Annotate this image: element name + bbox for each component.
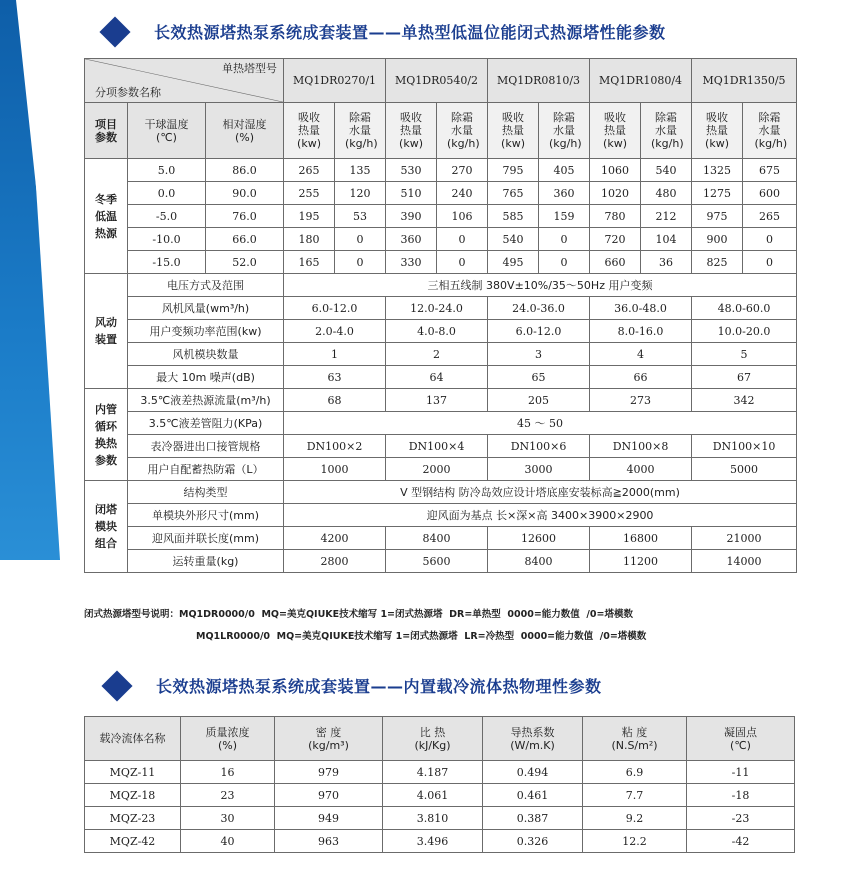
value-cell: 2 — [386, 343, 488, 366]
row-label: 用户自配蓄热防霜（L） — [128, 458, 284, 481]
row-label: 风机模块数量 — [128, 343, 284, 366]
row-label: 最大 10m 噪声(dB) — [128, 366, 284, 389]
value-cell: 48.0-60.0 — [692, 297, 797, 320]
row-label: 单模块外形尺寸(mm) — [128, 504, 284, 527]
value-cell: 4000 — [590, 458, 692, 481]
value-cell: 825 — [692, 251, 743, 274]
row-label: 风机风量(wm³/h) — [128, 297, 284, 320]
value-cell: 949 — [275, 807, 383, 830]
value-cell: 979 — [275, 761, 383, 784]
value-cell: 2.0-4.0 — [284, 320, 386, 343]
table-row — [85, 761, 795, 784]
value-cell: 24.0-36.0 — [488, 297, 590, 320]
value-cell: 120 — [335, 182, 386, 205]
value-cell: 106 — [437, 205, 488, 228]
value-cell: 16 — [181, 761, 275, 784]
value-cell: 0.326 — [483, 830, 583, 853]
value-cell: 4.061 — [383, 784, 483, 807]
fluid-properties-table — [84, 716, 795, 853]
value-cell: 780 — [590, 205, 641, 228]
row-label: 运转重量(kg) — [128, 550, 284, 573]
table-row — [85, 527, 797, 550]
value-cell: 36.0-48.0 — [590, 297, 692, 320]
section-heading-1 — [104, 20, 666, 43]
performance-table — [84, 58, 797, 573]
value-cell: 10.0-20.0 — [692, 320, 797, 343]
table-row — [85, 297, 797, 320]
value-cell: 265 — [743, 205, 797, 228]
value-cell: 5600 — [386, 550, 488, 573]
table-row — [85, 103, 797, 159]
value-cell: 480 — [641, 182, 692, 205]
value-cell: 0 — [335, 228, 386, 251]
value-cell: 205 — [488, 389, 590, 412]
value-cell: DN100×4 — [386, 435, 488, 458]
absorb-header: 吸收热量(kw) — [386, 103, 437, 159]
value-cell: 3000 — [488, 458, 590, 481]
value-cell: 68 — [284, 389, 386, 412]
row-label: 结构类型 — [128, 481, 284, 504]
table-row — [85, 481, 797, 504]
value-cell: 67 — [692, 366, 797, 389]
value-cell: 675 — [743, 159, 797, 182]
value-cell: DN100×8 — [590, 435, 692, 458]
frost-header: 除霜水量(kg/h) — [539, 103, 590, 159]
row-label: 3.5℃液差热源流量(m³/h) — [128, 389, 284, 412]
dry-bulb-header: 干球温度(℃) — [128, 103, 206, 159]
col-header-concentration: 质量浓度 (%) — [181, 717, 275, 761]
value-cell: 265 — [284, 159, 335, 182]
dry-bulb-cell: -10.0 — [128, 228, 206, 251]
merged-value-cell: V 型钢结构 防冷岛效应设计塔底座安装标高≧2000(mm) — [284, 481, 797, 504]
value-cell: DN100×6 — [488, 435, 590, 458]
table-row — [85, 784, 795, 807]
absorb-header: 吸收热量(kw) — [590, 103, 641, 159]
value-cell: 970 — [275, 784, 383, 807]
value-cell: 0 — [743, 228, 797, 251]
merged-value-cell: 迎风面为基点 长×深×高 3400×3900×2900 — [284, 504, 797, 527]
value-cell: 180 — [284, 228, 335, 251]
value-cell: -11 — [687, 761, 795, 784]
value-cell: 135 — [335, 159, 386, 182]
value-cell: 2800 — [284, 550, 386, 573]
humidity-cell: 76.0 — [206, 205, 284, 228]
value-cell: 255 — [284, 182, 335, 205]
value-cell: -42 — [687, 830, 795, 853]
fluid-name-cell: MQZ-42 — [85, 830, 181, 853]
value-cell: 64 — [386, 366, 488, 389]
value-cell: 4.0-8.0 — [386, 320, 488, 343]
value-cell: 1325 — [692, 159, 743, 182]
value-cell: 0.494 — [483, 761, 583, 784]
value-cell: 495 — [488, 251, 539, 274]
value-cell: 1060 — [590, 159, 641, 182]
value-cell: 195 — [284, 205, 335, 228]
value-cell: 0 — [335, 251, 386, 274]
col-header-specific-heat: 比 热 (kJ/Kg) — [383, 717, 483, 761]
model-header: MQ1DR0810/3 — [488, 59, 590, 103]
value-cell: 765 — [488, 182, 539, 205]
heading-text: 长效热源塔热泵系统成套装置——内置载冷流体热物理性参数 — [156, 677, 602, 696]
humidity-cell: 52.0 — [206, 251, 284, 274]
merged-value-cell: 45 ～ 50 — [284, 412, 797, 435]
value-cell: 3 — [488, 343, 590, 366]
corner-bottom-label: 分项参数名称 — [95, 86, 161, 99]
value-cell: 9.2 — [583, 807, 687, 830]
col-header-density: 密 度 (kg/m³) — [275, 717, 383, 761]
diamond-icon — [101, 670, 132, 701]
value-cell: 6.0-12.0 — [488, 320, 590, 343]
table-row — [85, 389, 797, 412]
value-cell: 1275 — [692, 182, 743, 205]
value-cell: 14000 — [692, 550, 797, 573]
table-row — [85, 435, 797, 458]
merged-value-cell: 三相五线制 380V±10%/35～50Hz 用户变频 — [284, 274, 797, 297]
value-cell: 8.0-16.0 — [590, 320, 692, 343]
table-row — [85, 320, 797, 343]
value-cell: 390 — [386, 205, 437, 228]
table-row — [85, 274, 797, 297]
value-cell: 4 — [590, 343, 692, 366]
frost-header: 除霜水量(kg/h) — [335, 103, 386, 159]
table-row — [85, 159, 797, 182]
value-cell: 23 — [181, 784, 275, 807]
table-row — [85, 830, 795, 853]
value-cell: 270 — [437, 159, 488, 182]
value-cell: 510 — [386, 182, 437, 205]
value-cell: -18 — [687, 784, 795, 807]
humidity-cell: 90.0 — [206, 182, 284, 205]
value-cell: 12.2 — [583, 830, 687, 853]
winter-section-label: 冬季低温热源 — [85, 159, 128, 274]
table-row — [85, 412, 797, 435]
table-row — [85, 343, 797, 366]
heading-text: 长效热源塔热泵系统成套装置——单热型低温位能闭式热源塔性能参数 — [154, 23, 666, 42]
value-cell: 8400 — [488, 550, 590, 573]
value-cell: 963 — [275, 830, 383, 853]
value-cell: 6.0-12.0 — [284, 297, 386, 320]
value-cell: 600 — [743, 182, 797, 205]
table-row — [85, 807, 795, 830]
value-cell: 40 — [181, 830, 275, 853]
value-cell: 66 — [590, 366, 692, 389]
value-cell: 660 — [590, 251, 641, 274]
value-cell: 3.810 — [383, 807, 483, 830]
value-cell: 5000 — [692, 458, 797, 481]
value-cell: 63 — [284, 366, 386, 389]
col-header-name: 载冷流体名称 — [85, 717, 181, 761]
value-cell: 530 — [386, 159, 437, 182]
section-heading-2 — [106, 674, 602, 697]
value-cell: 165 — [284, 251, 335, 274]
row-label: 电压方式及范围 — [128, 274, 284, 297]
row-label: 表冷器进出口接管规格 — [128, 435, 284, 458]
humidity-cell: 86.0 — [206, 159, 284, 182]
value-cell: 585 — [488, 205, 539, 228]
value-cell: 7.7 — [583, 784, 687, 807]
corner-top-label: 单热塔型号 — [222, 62, 278, 75]
header-corner — [85, 59, 284, 103]
value-cell: 240 — [437, 182, 488, 205]
fluid-name-cell: MQZ-18 — [85, 784, 181, 807]
value-cell: 30 — [181, 807, 275, 830]
fluid-name-cell: MQZ-23 — [85, 807, 181, 830]
value-cell: 0 — [539, 228, 590, 251]
value-cell: 36 — [641, 251, 692, 274]
value-cell: 0 — [743, 251, 797, 274]
value-cell: 212 — [641, 205, 692, 228]
model-note-2: MQ1LR0000/0 MQ=美克QIUKE技术缩写 1=闭式热源塔 LR=冷热型 0000=能力数值 /0=塔模数 — [196, 631, 647, 642]
value-cell: 0 — [437, 251, 488, 274]
value-cell: 4.187 — [383, 761, 483, 784]
value-cell: 900 — [692, 228, 743, 251]
frost-header: 除霜水量(kg/h) — [743, 103, 797, 159]
value-cell: 0.387 — [483, 807, 583, 830]
value-cell: 12.0-24.0 — [386, 297, 488, 320]
value-cell: 342 — [692, 389, 797, 412]
value-cell: 53 — [335, 205, 386, 228]
model-header: MQ1DR0540/2 — [386, 59, 488, 103]
table-row — [85, 59, 797, 103]
humidity-header: 相对湿度(%) — [206, 103, 284, 159]
dry-bulb-cell: -15.0 — [128, 251, 206, 274]
table-row — [85, 458, 797, 481]
row-label: 用户变频功率范围(kw) — [128, 320, 284, 343]
value-cell: 11200 — [590, 550, 692, 573]
table-row — [85, 182, 797, 205]
value-cell: 405 — [539, 159, 590, 182]
absorb-header: 吸收热量(kw) — [692, 103, 743, 159]
dry-bulb-cell: -5.0 — [128, 205, 206, 228]
model-header: MQ1DR1080/4 — [590, 59, 692, 103]
value-cell: 3.496 — [383, 830, 483, 853]
value-cell: 104 — [641, 228, 692, 251]
fluid-name-cell: MQZ-11 — [85, 761, 181, 784]
model-header: MQ1DR0270/1 — [284, 59, 386, 103]
value-cell: 330 — [386, 251, 437, 274]
table-row — [85, 205, 797, 228]
model-note-1: 闭式热源塔型号说明：MQ1DR0000/0 MQ=美克QIUKE技术缩写 1=闭式热源塔 DR=单热型 0000=能力数值 /0=塔模数 — [84, 609, 633, 620]
value-cell: 0 — [437, 228, 488, 251]
value-cell: 1000 — [284, 458, 386, 481]
table-header-row — [85, 717, 795, 761]
absorb-header: 吸收热量(kw) — [284, 103, 335, 159]
value-cell: -23 — [687, 807, 795, 830]
closed-section-label: 闭塔模块组合 — [85, 481, 128, 573]
value-cell: 6.9 — [583, 761, 687, 784]
humidity-cell: 66.0 — [206, 228, 284, 251]
value-cell: 137 — [386, 389, 488, 412]
value-cell: 1020 — [590, 182, 641, 205]
value-cell: 65 — [488, 366, 590, 389]
table-row — [85, 550, 797, 573]
value-cell: 540 — [488, 228, 539, 251]
value-cell: 2000 — [386, 458, 488, 481]
value-cell: 0 — [539, 251, 590, 274]
value-cell: 8400 — [386, 527, 488, 550]
value-cell: DN100×2 — [284, 435, 386, 458]
absorb-header: 吸收热量(kw) — [488, 103, 539, 159]
wind-section-label: 风动装置 — [85, 274, 128, 389]
value-cell: DN100×10 — [692, 435, 797, 458]
value-cell: 273 — [590, 389, 692, 412]
value-cell: 360 — [539, 182, 590, 205]
value-cell: 720 — [590, 228, 641, 251]
table-row — [85, 251, 797, 274]
value-cell: 1 — [284, 343, 386, 366]
dry-bulb-cell: 0.0 — [128, 182, 206, 205]
value-cell: 5 — [692, 343, 797, 366]
value-cell: 975 — [692, 205, 743, 228]
table-row — [85, 504, 797, 527]
frost-header: 除霜水量(kg/h) — [641, 103, 692, 159]
col-header-viscosity: 粘 度 (N.S/m²) — [583, 717, 687, 761]
item-param-header: 项目参数 — [85, 103, 128, 159]
value-cell: 16800 — [590, 527, 692, 550]
pipe-section-label: 内管循环换热参数 — [85, 389, 128, 481]
value-cell: 21000 — [692, 527, 797, 550]
value-cell: 12600 — [488, 527, 590, 550]
value-cell: 0.461 — [483, 784, 583, 807]
table-row — [85, 228, 797, 251]
value-cell: 159 — [539, 205, 590, 228]
value-cell: 540 — [641, 159, 692, 182]
frost-header: 除霜水量(kg/h) — [437, 103, 488, 159]
row-label: 迎风面并联长度(mm) — [128, 527, 284, 550]
value-cell: 360 — [386, 228, 437, 251]
dry-bulb-cell: 5.0 — [128, 159, 206, 182]
value-cell: 4200 — [284, 527, 386, 550]
table-row — [85, 366, 797, 389]
row-label: 3.5℃液差管阻力(KPa) — [128, 412, 284, 435]
value-cell: 795 — [488, 159, 539, 182]
col-header-freezing: 凝固点 (℃) — [687, 717, 795, 761]
col-header-conductivity: 导热系数 (W/m.K) — [483, 717, 583, 761]
model-header: MQ1DR1350/5 — [692, 59, 797, 103]
diamond-icon — [99, 16, 130, 47]
